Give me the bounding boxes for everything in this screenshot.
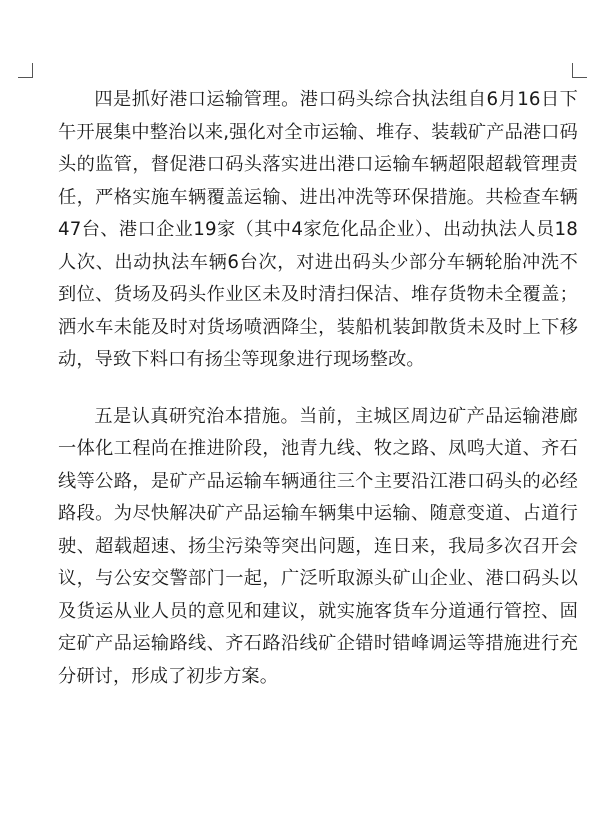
margin-corner-mark-left [18,63,33,78]
paragraph-fundamental-measures: 五是认真研究治本措施。当前，主城区周边矿产品运输港廊一体化工程尚在推进阶段，池青九线、牧之路、凤鸣大道、齐石线等公路，是矿产品运输车辆通往三个主要沿江港口码头的必经路段。为尽快解决矿产品运输车辆集中运输、随意变道、占道行驶、超载超速、扬尘污染等突出问题，连日来，我局多次召开会议，与公安交警部门一起，广泛听取源头矿山企业、港口码头以及货运从业人员的意见和建议，就实施客货车分道通行管控、固定矿产品运输路线、齐石路沿线矿企错时错峰调运等措施进行充分研讨，形成了初步方案。 [58,405,578,687]
paragraph-port-transport-management: 四是抓好港口运输管理。港口码头综合执法组自6月16日下午开展集中整治以来,强化对全市运输、堆存、装载矿产品港口码头的监管，督促港口码头落实进出港口运输车辆超限超载管理责任，严格实施车辆覆盖运输、进出冲洗等环保措施。共检查车辆47台、港口企业19家（其中4家危化品企业）、出动执法人员18人次、出动执法车辆6台次，对进出码头少部分车辆轮胎冲洗不到位、货场及码头作业区未及时清扫保洁、堆存货物未全覆盖；洒水车未能及时对货场喷洒降尘，装船机装卸散货未及时上下移动，导致下料口有扬尘等现象进行现场整改。 [58,89,578,370]
margin-corner-mark-right [572,63,587,78]
document-body [58,84,578,693]
